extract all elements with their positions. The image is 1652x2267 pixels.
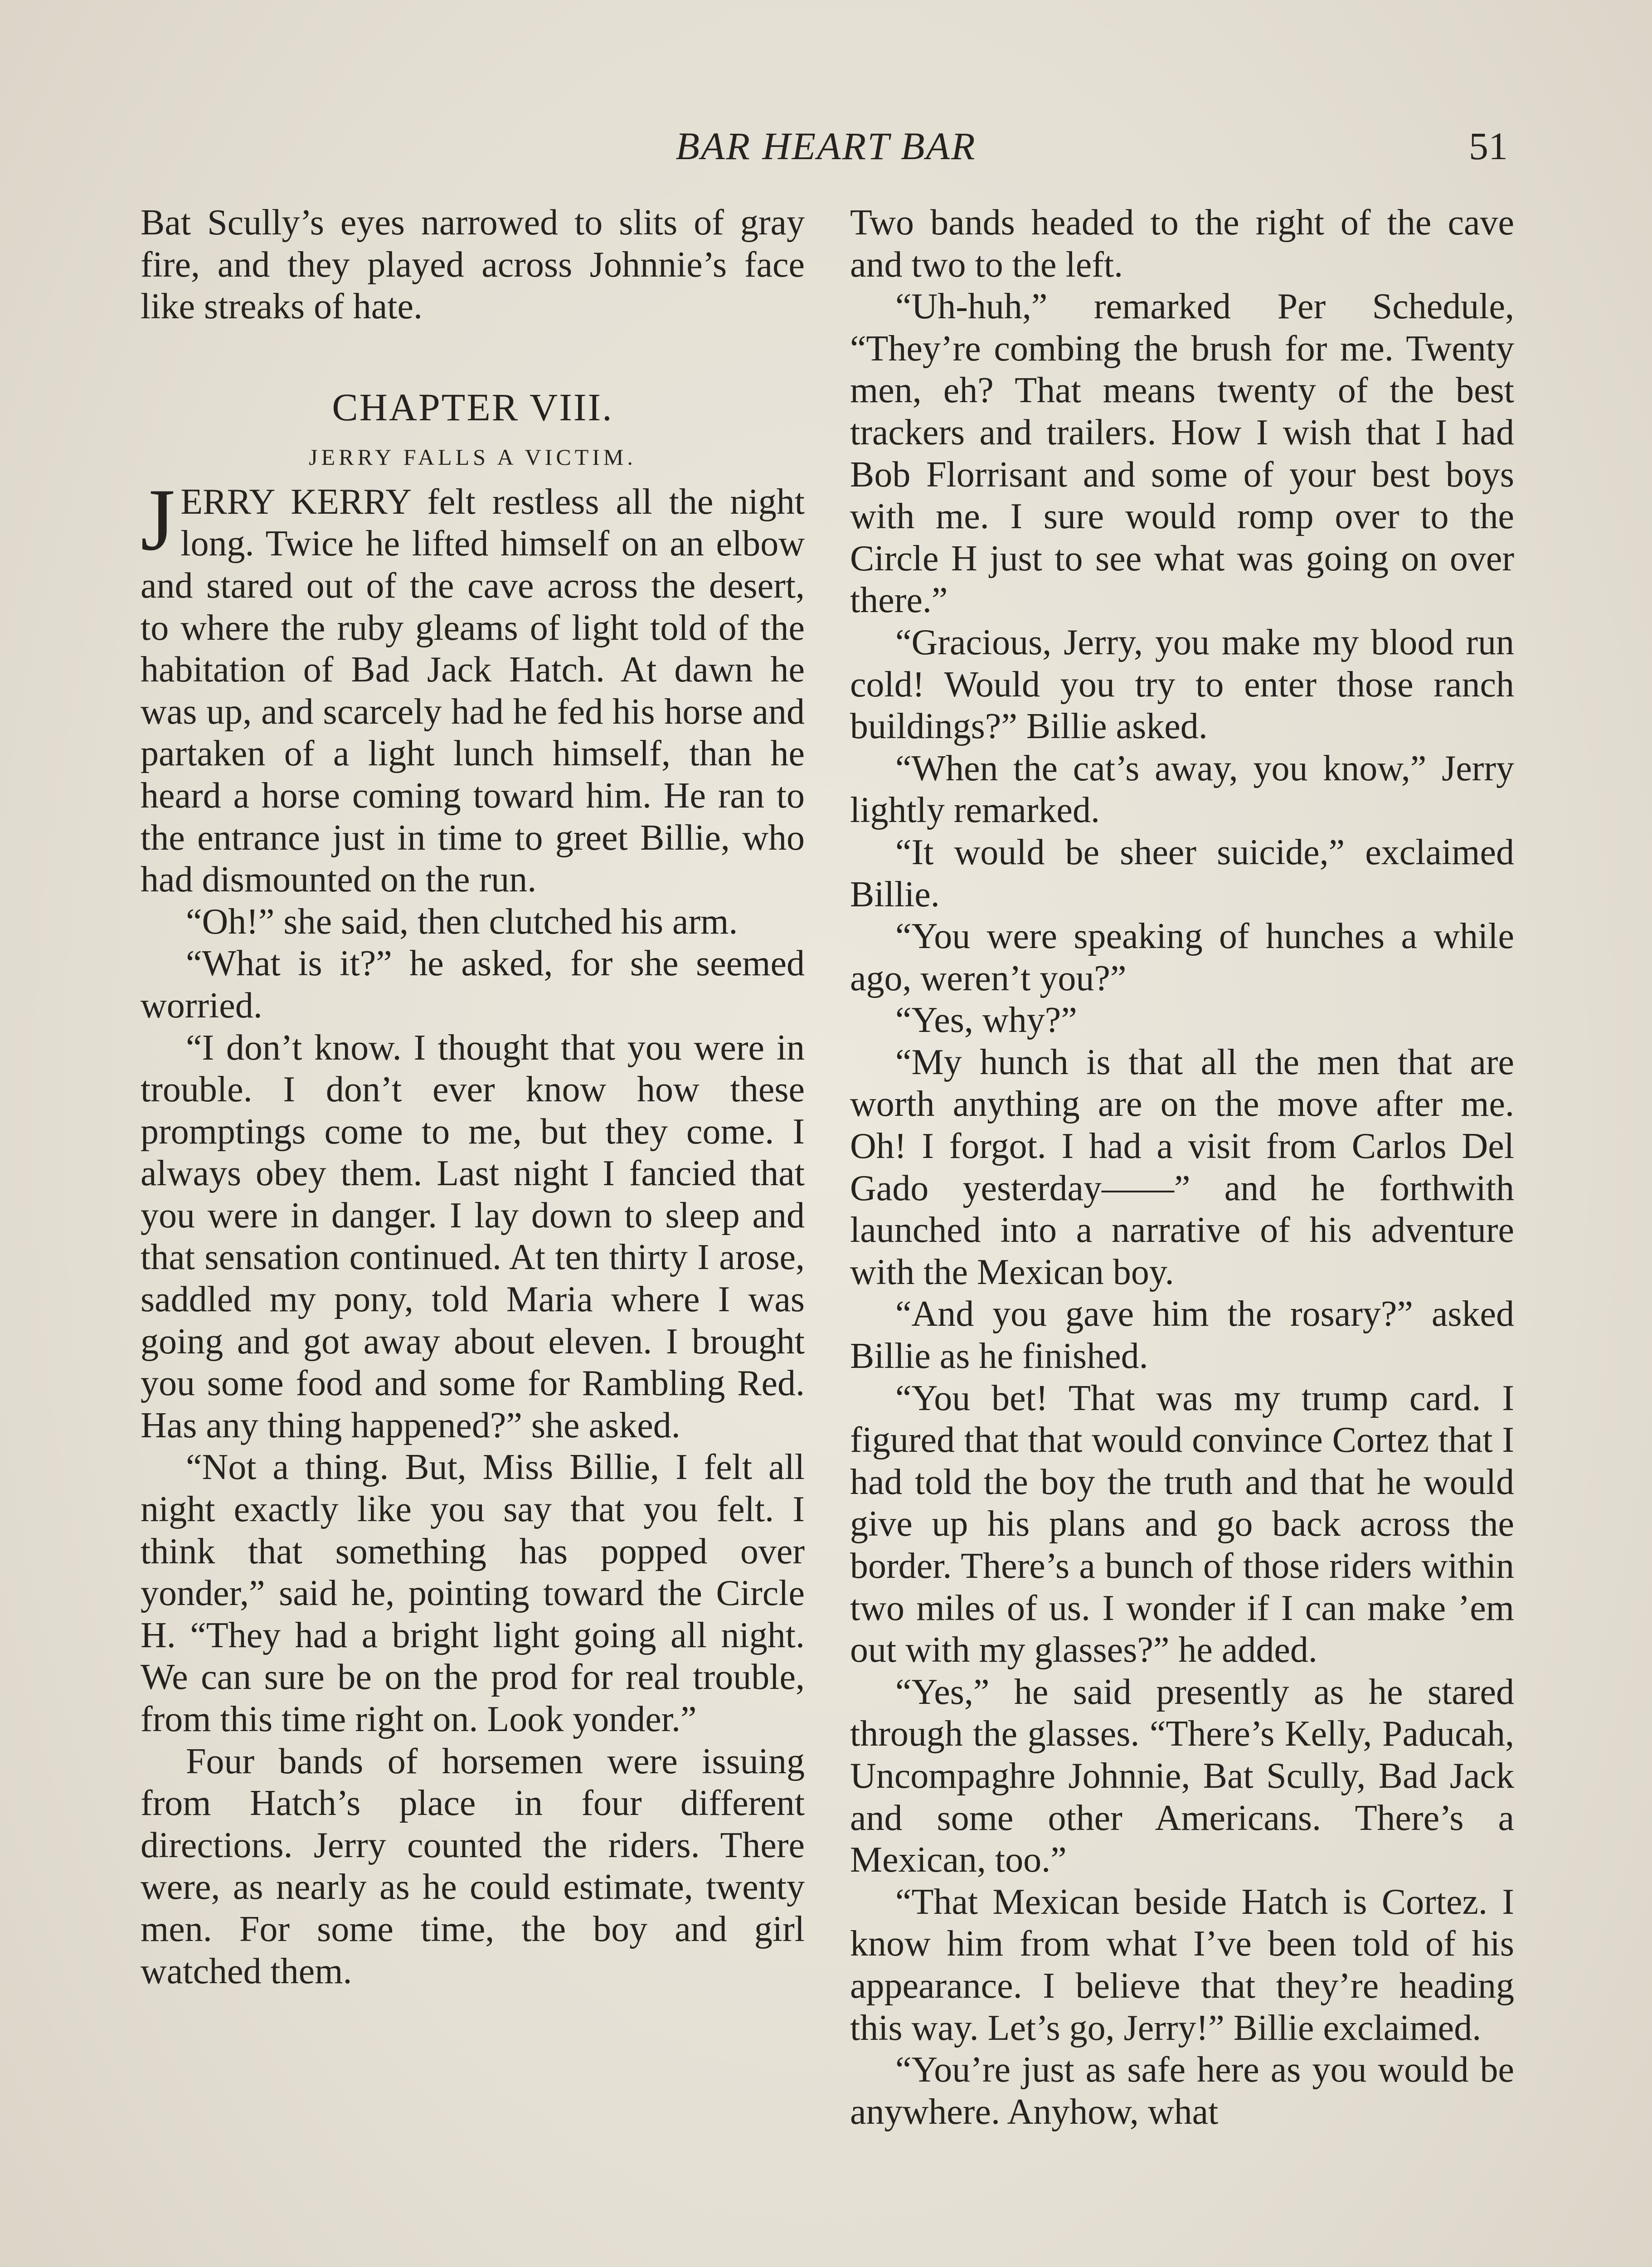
- paragraph-text: ERRY KERRY felt restless all the night long. Twice he lifted himself on an elbow and stared out of the cave across the desert, to where the ruby gleams of light told of the habitation of Bad Jack Hatch. At dawn he was up, and scarcely had he fed his horse and partaken of a light lunch himself, than he heard a horse coming toward him. He ran to the entrance just in time to greet Billie, who had dismounted on the run.: [141, 482, 805, 900]
- chapter-opening-paragraph: [141, 470, 805, 901]
- paragraph: Four bands of horsemen were issuing from Hatch’s place in four different directions. Jerry counted the riders. There were, as nearly as he could estimate, twenty men. For some time, the boy and girl watched them.: [141, 1741, 805, 1991]
- paragraph: Two bands headed to the right of the cave and two to the left.: [850, 203, 1514, 285]
- paragraph: Bat Scully’s eyes narrowed to slits of gray fire, and they played across Johnnie’s face like streaks of hate.: [141, 203, 805, 327]
- paragraph: “That Mexican beside Hatch is Cortez. I know him from what I’ve been told of his appearance. I believe that they’re heading this way. Let’s go, Jerry!” Billie exclaimed.: [850, 1882, 1514, 2048]
- paragraph: “You’re just as safe here as you would be anywhere. Anyhow, what: [850, 2050, 1514, 2132]
- paragraph: “It would be sheer suicide,” exclaimed Billie.: [850, 832, 1514, 915]
- paragraph: “What is it?” he asked, for she seemed worried.: [141, 944, 805, 1026]
- paragraph: “I don’t know. I thought that you were in trouble. I don’t ever know how these promptings come to me, but they come. I always obey them. Last night I fancied that you were in danger. I lay down to sleep and that sensation continued. At ten thirty I arose, saddled my pony, told Maria where I was going and got away about eleven. I brought you some food and some for Rambling Red. Has any thing happened?” she asked.: [141, 1027, 805, 1445]
- drop-cap: J: [141, 470, 175, 569]
- paragraph: “Gracious, Jerry, you make my blood run cold! Would you try to enter those ranch buildings?” Billie asked.: [850, 622, 1514, 747]
- chapter-subtitle: JERRY FALLS A VICTIM.: [309, 444, 637, 470]
- paragraph: “Yes,” he said presently as he stared through the glasses. “There’s Kelly, Paducah, Uncompaghre Johnnie, Bat Scully, Bad Jack and some other Americans. There’s a Mexican, too.”: [850, 1672, 1514, 1880]
- paragraph: “You bet! That was my trump card. I figured that that would convince Cortez that I had told the boy the truth and that he would give up his plans and go back across the border. There’s a bunch of those riders within two miles of us. I wonder if I can make ’em out with my glasses?” he added.: [850, 1378, 1514, 1670]
- paragraph: “Oh!” she said, then clutched his arm.: [186, 901, 738, 942]
- paragraph: “Uh-huh,” remarked Per Schedule, “They’re combing the brush for me. Twenty men, eh? That means twenty of the best trackers and trailers. How I wish that I had Bob Florrisant and some of your best boys with me. I sure would romp over to the Circle H just to see what was going on over there.”: [850, 287, 1514, 621]
- paragraph: “Not a thing. But, Miss Billie, I felt all night exactly like you say that you felt. I think that something has popped over yonder,” said he, pointing toward the Circle H. “They had a bright light going all night. We can sure be on the prod for real trouble, from this time right on. Look yonder.”: [141, 1447, 805, 1739]
- running-title: BAR HEART BAR: [675, 124, 977, 168]
- paragraph: “Yes, why?”: [895, 1000, 1077, 1041]
- paragraph: “My hunch is that all the men that are worth anything are on the move after me. Oh! I forgot. I had a visit from Carlos Del Gado yesterday——” and he forthwith launched into a narrative of his adventure with the Mexican boy.: [850, 1042, 1514, 1292]
- paragraph: “You were speaking of hunches a while ago, weren’t you?”: [850, 916, 1514, 998]
- paragraph: “And you gave him the rosary?” asked Billie as he finished.: [850, 1294, 1514, 1377]
- page-header: [0, 119, 1652, 173]
- chapter-title: CHAPTER VIII.: [332, 385, 613, 429]
- page-number: 51: [1469, 124, 1508, 168]
- paragraph: “When the cat’s away, you know,” Jerry lightly remarked.: [850, 748, 1514, 831]
- right-column: [850, 202, 1514, 2133]
- left-column: [141, 202, 805, 1992]
